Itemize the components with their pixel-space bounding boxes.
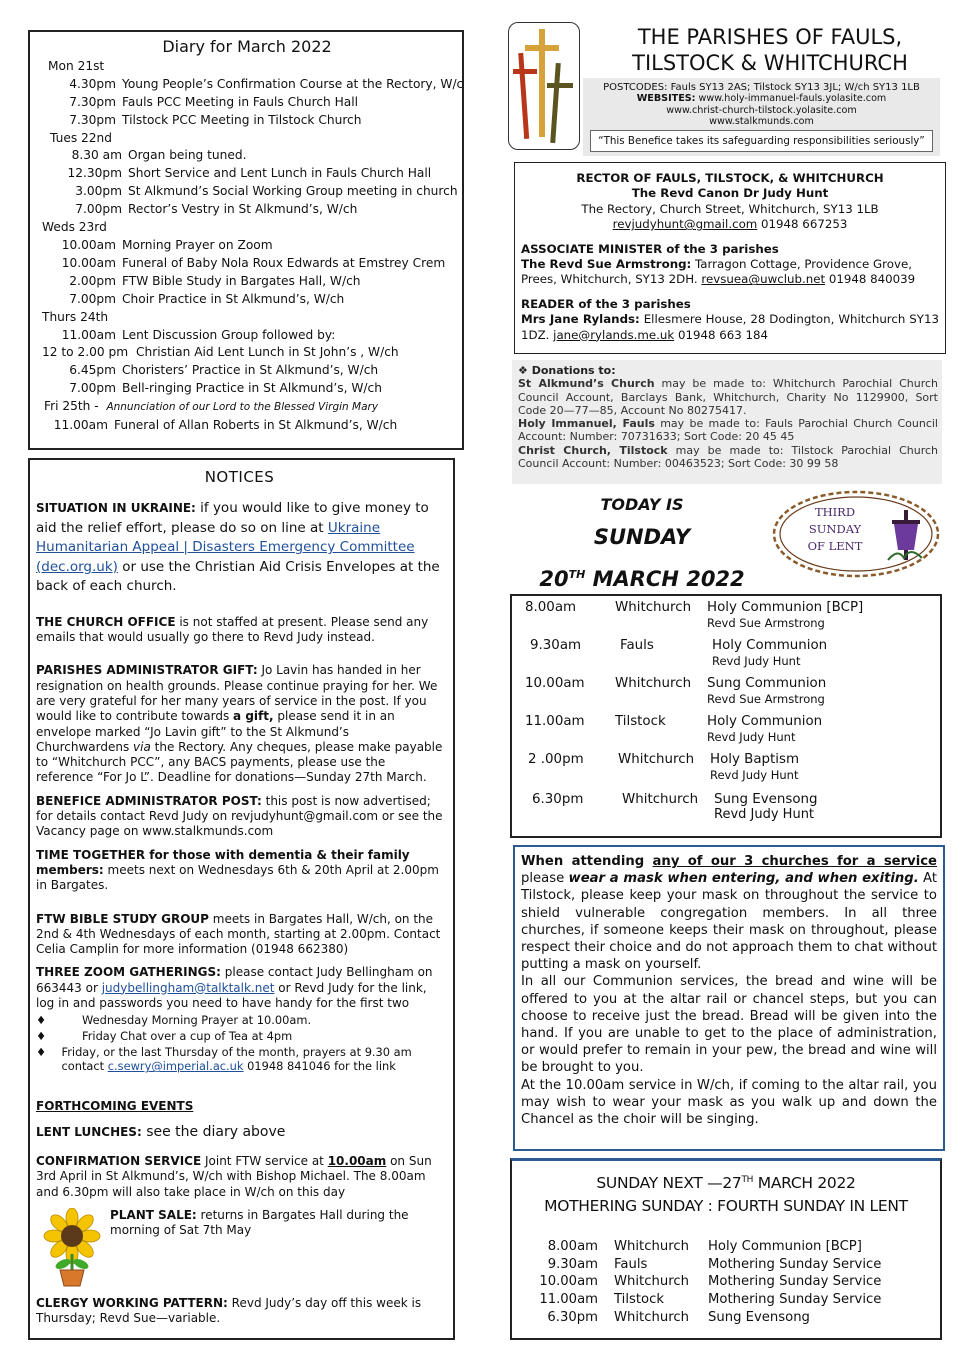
mask-guidance-box — [513, 845, 945, 1151]
zoom-email-link[interactable]: judybellingham@talktalk.net — [101, 980, 275, 995]
diary-event: 8.30 am Organ being tuned. — [71, 148, 247, 163]
next-service-row: 11.00am Tilstock Mothering Sunday Service — [539, 1291, 882, 1307]
diary-day-friday: Fri 25th - Annunciation of our Lord to the Blessed Virgin Mary — [44, 399, 379, 414]
services-today-table — [510, 594, 942, 838]
notice-church-office: THE CHURCH OFFICE is not staffed at present. Please send any emails that would usually go there to Revd Judy instead. — [36, 614, 429, 645]
forthcoming-events-heading: FORTHCOMING EVENTS — [36, 1099, 194, 1114]
postcodes-box: POSTCODES: Fauls SY13 2AS; Tilstock SY13 3JL; W/ch SY13 1LB WEBSITES: www.holy-immanuel-fauls.yolasite.com www.christ-church-tilstock.yolasite.com www.stalkmunds.com — [583, 78, 940, 156]
reader-email-link[interactable]: jane@rylands.me.uk — [553, 327, 675, 342]
mask-para-2: In all our Communion services, the bread and wine will be offered to you at the altar rail or chancel steps, but you can choose to receive just the bread. Bread will be given into the hand. If you are unable to get to the place of administration, or would prefer to remain in your pew, the bread and wine will be brought to you. — [521, 974, 937, 1076]
diary-event: 7.00pm Rector’s Vestry in St Alkmund’s, W/ch — [75, 202, 358, 217]
notice-lent-lunches: LENT LUNCHES: see the diary above — [36, 1123, 286, 1140]
notice-plant-sale: PLANT SALE: returns in Bargates Hall during the morning of Sat 7th May — [36, 1208, 443, 1288]
diary-day: Weds 23rd — [42, 220, 107, 235]
diary-event: 10.00am Funeral of Baby Nola Roux Edwards at Emstrey Crem — [61, 255, 446, 270]
service-row: 9.30am Fauls Holy Communion Revd Judy Hunt — [530, 638, 828, 668]
service-row: 6.30pm Whitchurch Sung Evensong Revd Judy Hunt — [532, 792, 818, 822]
notice-administrator-gift: PARISHES ADMINISTRATOR GIFT: Jo Lavin has handed in her resignation on health grounds. Please continue praying for her. We are very grateful for her many years of service in the post. If you would like to contribute towards a gift, please send it in an envelope marked “Jo Lavin gift” to the St Alkmund’s Churchwardens via the Rectory. Any cheques, please make payable to “Whitchurch PCC”, any BACS payments, please use the reference “For Jo L”. Deadline for donations—Sunday 27th March. — [36, 663, 443, 785]
diary-title: Diary for March 2022 — [162, 37, 332, 56]
notice-time-together: TIME TOGETHER for those with dementia & their family members: meets next on Wednesdays 6th & 20th April at 2.00pm in Bargates. — [36, 847, 439, 893]
zoom-item: ♦ Friday, or the last Thursday of the month, prayers at 9.30 am contact c.sewry@imperial.ac.uk 01948 841046 for the link — [36, 1045, 412, 1074]
mask-para-3: At the 10.00am service in W/ch, if coming to the altar rail, you may wish to wear your mask as you walk up and down the Chancel as the choir will be singing. — [521, 1077, 937, 1128]
sunday-next-box — [510, 1158, 942, 1340]
diary-event: 7.00pm Bell-ringing Practice in St Alkmund’s, W/ch — [69, 381, 382, 396]
diary-event: 3.00pm St Alkmund’s Social Working Group meeting in church — [75, 184, 458, 199]
parish-title: THE PARISHES OF FAULS, TILSTOCK & WHITCHURCH — [632, 25, 908, 75]
notices-title: NOTICES — [204, 468, 275, 486]
next-service-row: 8.00am Whitchurch Holy Communion [BCP] — [547, 1239, 862, 1255]
zoom-item: ♦ Wednesday Morning Prayer at 10.00am. — [36, 1013, 312, 1028]
diary-box — [28, 30, 464, 450]
contact-email-link[interactable]: c.sewry@imperial.ac.uk — [107, 1059, 244, 1074]
today-banner: TODAY IS SUNDAY 20TH MARCH 2022 — [539, 495, 745, 591]
notice-confirmation: CONFIRMATION SERVICE Joint FTW service at 10.00am on Sun 3rd April in St Alkmund’s, W/ch with Bishop Michael. The 8.00am and 6.30pm will also take place in W/ch on this day — [36, 1153, 432, 1199]
next-service-row: 10.00am Whitchurch Mothering Sunday Service — [539, 1274, 882, 1290]
safeguarding-quote: “This Benefice takes its safeguarding responsibilities seriously” — [590, 130, 933, 152]
diary-event: 11.00am Funeral of Allan Roberts in St Alkmund’s, W/ch — [53, 418, 398, 433]
notice-ukraine: SITUATION IN UKRAINE: if you would like to give money to aid the relief effort, please do so on line at Ukraine Humanitarian Appeal | Disasters Emergency Committee (dec.org.uk) or use the Christian Aid Crisis Envelopes at the back of each church. — [36, 500, 440, 595]
diary-event: 11.00am Lent Discussion Group followed by: — [61, 327, 336, 342]
mothering-sunday-heading: MOTHERING SUNDAY : FOURTH SUNDAY IN LENT — [544, 1197, 908, 1216]
notices-box — [28, 458, 455, 1340]
assoc-email-link[interactable]: revsuea@uwclub.net — [701, 272, 826, 287]
diary-event: 10.00am Morning Prayer on Zoom — [61, 237, 273, 252]
clergy-contacts-box: RECTOR OF FAULS, TILSTOCK, & WHITCHURCH The Revd Canon Dr Judy Hunt The Rectory, Church Street, Whitchurch, SY13 1LB revjudyhunt@gmail.com 01948 667253 ASSOCIATE MINISTER of the 3 parishes The Revd Sue Armstrong: Tarragon Cottage, Providence Grove, Prees, Whitchurch, SY13 2DH. revsuea@uwclub.net 01948 840039 READER of the 3 parishes Mrs Jane Rylands: Ellesmere House, 28 Dodington, Whitchurch SY13 1DZ. jane@rylands.me.uk 01948 663 184 — [514, 162, 946, 354]
notice-clergy-pattern: CLERGY WORKING PATTERN: Revd Judy’s day off this week is Thursday; Revd Sue—variable. — [36, 1295, 422, 1326]
next-service-row: 6.30pm Whitchurch Sung Evensong — [547, 1309, 810, 1325]
service-row: 8.00am Whitchurch Holy Communion [BCP] Revd Sue Armstrong — [525, 600, 864, 630]
service-row: 2 .00pm Whitchurch Holy Baptism Revd Judy Hunt — [528, 752, 800, 782]
notice-benefice-post: BENEFICE ADMINISTRATOR POST: this post is now advertised; for details contact Revd Judy on revjudyhunt@gmail.com or see the Vacancy page on www.stalkmunds.com — [36, 793, 443, 839]
sunday-next-heading: SUNDAY NEXT —27TH MARCH 2022 — [596, 1174, 856, 1193]
diary-event: 7.30pm Fauls PCC Meeting in Fauls Church Hall — [69, 94, 359, 109]
donations-box: ❖ Donations to: St Alkmund’s Church may be made to: Whitchurch Parochial Church Council Account, Barclays Bank, Whitchurch, Charity No 1129900, Sort Code 20—77—85, Account No 80275417. Holy Immanuel, Fauls may be made to: Fauls Parochial Church Council Account: Number: 70731633; Sort Code: 20 45 45 Christ Church, Tilstock may be made to: Tilstock Parochial Church Council Account: Number: 00463523; Sort Code: 30 99 58 — [512, 360, 942, 484]
third-sunday-of-lent-badge: THIRD SUNDAY OF LENT — [770, 488, 942, 580]
rector-email-link[interactable]: revjudyhunt@gmail.com — [612, 217, 758, 232]
diary-event: 12 to 2.00 pm Christian Aid Lent Lunch in St John’s , W/ch — [42, 345, 399, 360]
service-row: 11.00am Tilstock Holy Communion Revd Judy Hunt — [525, 714, 823, 744]
diary-event: 2.00pm FTW Bible Study in Bargates Hall, W/ch — [69, 273, 361, 288]
ukraine-appeal-link[interactable]: Ukraine Humanitarian Appeal | Disasters Emergency Committee (dec.org.uk) — [36, 519, 415, 575]
diary-day: Thurs 24th — [42, 309, 109, 324]
diary-event: 7.30pm Tilstock PCC Meeting in Tilstock Church — [69, 112, 362, 127]
diary-day: Mon 21st — [48, 58, 105, 73]
diary-event: 12.30pm Short Service and Lent Lunch in Fauls Church Hall — [67, 166, 432, 181]
zoom-item: ♦ Friday Chat over a cup of Tea at 4pm — [36, 1029, 293, 1044]
sunflower-icon — [36, 1208, 108, 1288]
next-service-row: 9.30am Fauls Mothering Sunday Service — [547, 1256, 882, 1272]
notice-ftw-bible-study: FTW BIBLE STUDY GROUP meets in Bargates Hall, W/ch, on the 2nd & 4th Wednesdays of each month, starting at 2.00pm. Contact Celia Camplin for more information (01948 662380) — [36, 911, 441, 957]
diary-event: 6.45pm Choristers’ Practice in St Alkmund’s, W/ch — [69, 363, 379, 378]
crosses-logo — [508, 22, 580, 150]
mask-para-1: When attending any of our 3 churches for a service please wear a mask when entering, and when exiting. At Tilstock, please keep your mask on throughout the service to shield vulnerable congregation members. In all three churches, if someone keeps their mask on throughout, please respect their choice and do not approach them to chat without putting a mask on yourself. — [521, 854, 938, 973]
notice-zoom: THREE ZOOM GATHERINGS: please contact Judy Bellingham on 663443 or judybellingham@talktalk.net or Revd Judy for the link, log in and passwords you need to have handy for the first two ♦ Wednesday Morning Prayer at 10.00am. ♦ Friday Chat over a cup of Tea at 4pm ♦ Friday, or the last Thursday of the month, prayers at 9.30 am contact c.sewry@imperial.ac.uk 01948 841046 for the link — [36, 965, 443, 1073]
service-row: 10.00am Whitchurch Sung Communion Revd Sue Armstrong — [525, 676, 827, 706]
diary-event: 7.00pm Choir Practice in St Alkmund’s, W/ch — [69, 291, 345, 306]
diary-event: 4.30pm Young People’s Confirmation Course at the Rectory, W/c — [69, 76, 464, 91]
diary-day: Tues 22nd — [50, 130, 113, 145]
